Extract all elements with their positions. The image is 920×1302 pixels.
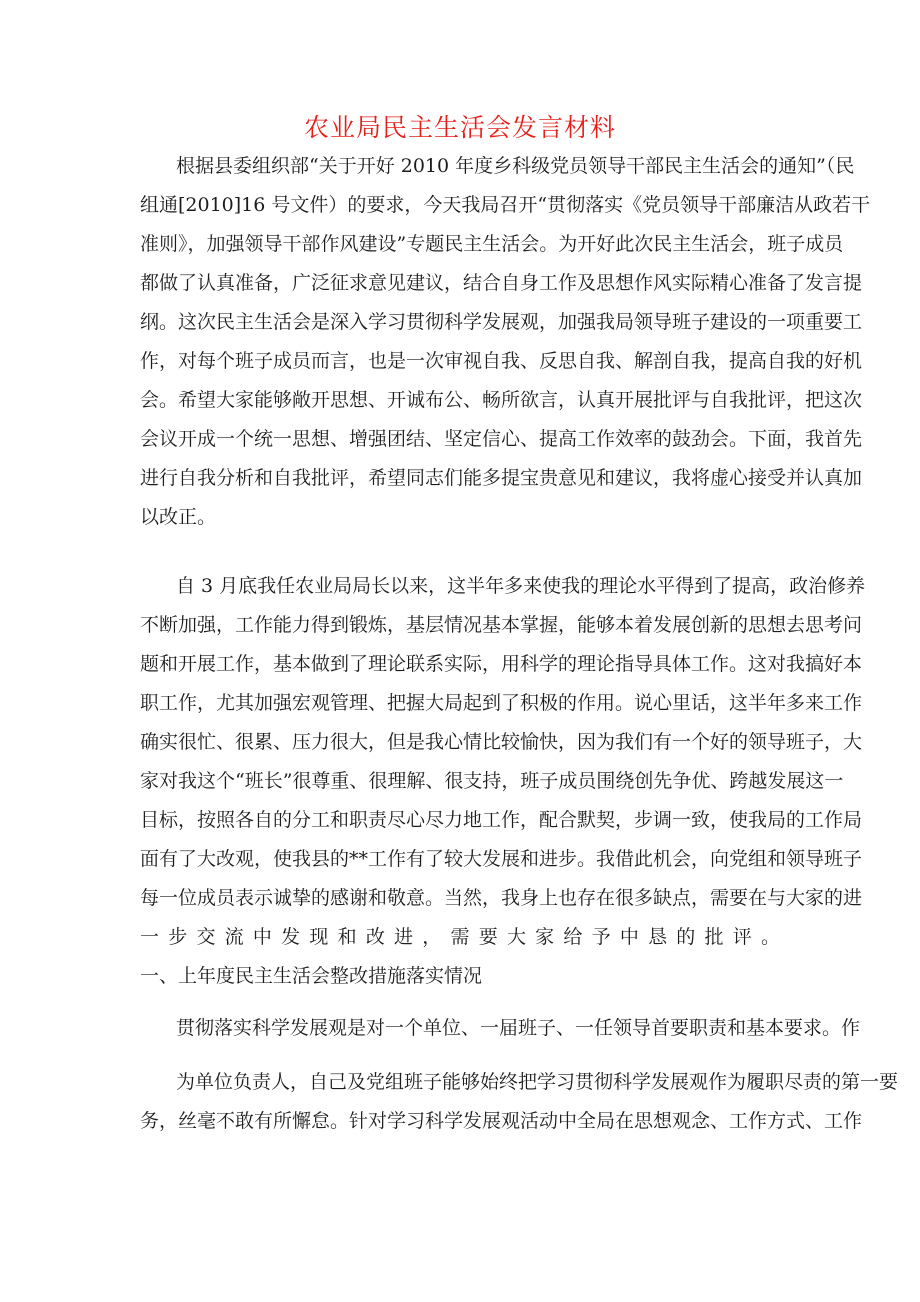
text-line-content: 以改正。 <box>140 506 217 528</box>
text-line-content: 作，对每个班子成员而言，也是一次审视自我、反思自我、解剖自我，提高自我的好机 <box>140 350 863 372</box>
text-line <box>0 264 920 302</box>
text-line-content: 纲。这次民主生活会是深入学习贯彻科学发展观，加强我局领导班子建设的一项重要工 <box>140 311 863 333</box>
text-line-content: 一、上年度民主生活会整改措施落实情况 <box>140 965 483 987</box>
text-line <box>0 918 920 956</box>
text-line <box>0 1009 920 1047</box>
text-line-content: 会议开成一个统一思想、增强团结、坚定信心、提高工作效率的鼓劲会。下面，我首先 <box>140 428 863 450</box>
text-line <box>0 303 920 341</box>
text-line <box>0 840 920 878</box>
text-line-content: 题和开展工作，基本做到了理论联系实际，用科学的理论指导具体工作。这对我搞好本 <box>140 653 863 675</box>
document-title: 农业局民主生活会发言材料 <box>303 113 616 142</box>
text-line-content: 进行自我分析和自我批评，希望同志们能多提宝贵意见和建议，我将虚心接受并认真加 <box>140 467 863 489</box>
text-line-content: 根据县委组织部“关于开好 2010 年度乡科级党员领导干部民主生活会的通知”（民 <box>176 155 855 177</box>
text-line <box>0 147 920 185</box>
text-line <box>0 225 920 263</box>
text-line-content: 会。希望大家能够敞开思想、开诚布公、畅所欲言，认真开展批评与自我批评，把这次 <box>140 389 863 411</box>
text-line-content: 一步交流中发现和改进，需要大家给予中恳的批评。 <box>140 926 780 948</box>
text-line-content: 都做了认真准备，广泛征求意见建议，结合自身工作及思想作风实际精心准备了发言提 <box>140 272 863 294</box>
text-line <box>0 957 920 995</box>
text-line <box>0 723 920 761</box>
text-line-content: 职工作，尤其加强宏观管理、把握大局起到了积极的作用。说心里话，这半年多来工作 <box>140 692 863 714</box>
text-line-content: 贯彻落实科学发展观是对一个单位、一届班子、一任领导首要职责和基本要求。作 <box>176 1017 861 1039</box>
text-line <box>0 186 920 224</box>
text-line <box>0 879 920 917</box>
text-line-content: 组通[2010]16 号文件）的要求，今天我局召开“贯彻落实《党员领导干部廉洁从政若干 <box>140 194 871 216</box>
text-line <box>0 1063 920 1101</box>
text-line <box>0 606 920 644</box>
text-line-content: 目标，按照各自的分工和职责尽心尽力地工作，配合默契，步调一致，使我局的工作局 <box>140 809 863 831</box>
text-line <box>0 645 920 683</box>
text-line <box>0 342 920 380</box>
text-line <box>0 801 920 839</box>
text-line <box>0 381 920 419</box>
text-line-content: 确实很忙、很累、压力很大，但是我心情比较愉快，因为我们有一个好的领导班子，大 <box>140 731 863 753</box>
text-line <box>0 567 920 605</box>
text-line-content: 准则》，加强领导干部作风建设”专题民主生活会。为开好此次民主生活会，班子成员 <box>140 233 844 255</box>
text-line-content: 为单位负责人，自己及党组班子能够始终把学习贯彻科学发展观作为履职尽责的第一要 <box>176 1071 899 1093</box>
text-line <box>0 684 920 722</box>
text-line-content: 家对我这个“班长”很尊重、很理解、很支持，班子成员围绕创先争优、跨越发展这一 <box>140 770 844 792</box>
text-line-content: 面有了大改观，使我县的**工作有了较大发展和进步。我借此机会，向党组和领导班子 <box>140 848 863 870</box>
text-line <box>0 762 920 800</box>
text-line <box>0 1102 920 1140</box>
text-line <box>0 459 920 497</box>
text-line-content: 不断加强，工作能力得到锻炼，基层情况基本掌握，能够本着发展创新的思想去思考问 <box>140 614 863 636</box>
text-line <box>0 498 920 536</box>
text-line-content: 自 3 月底我任农业局局长以来，这半年多来使我的理论水平得到了提高，政治修养 <box>176 575 866 597</box>
text-line <box>0 420 920 458</box>
text-line-content: 务，丝毫不敢有所懈怠。针对学习科学发展观活动中全局在思想观念、工作方式、工作 <box>140 1110 863 1132</box>
text-line-content: 每一位成员表示诚挚的感谢和敬意。当然，我身上也存在很多缺点，需要在与大家的进 <box>140 887 863 909</box>
